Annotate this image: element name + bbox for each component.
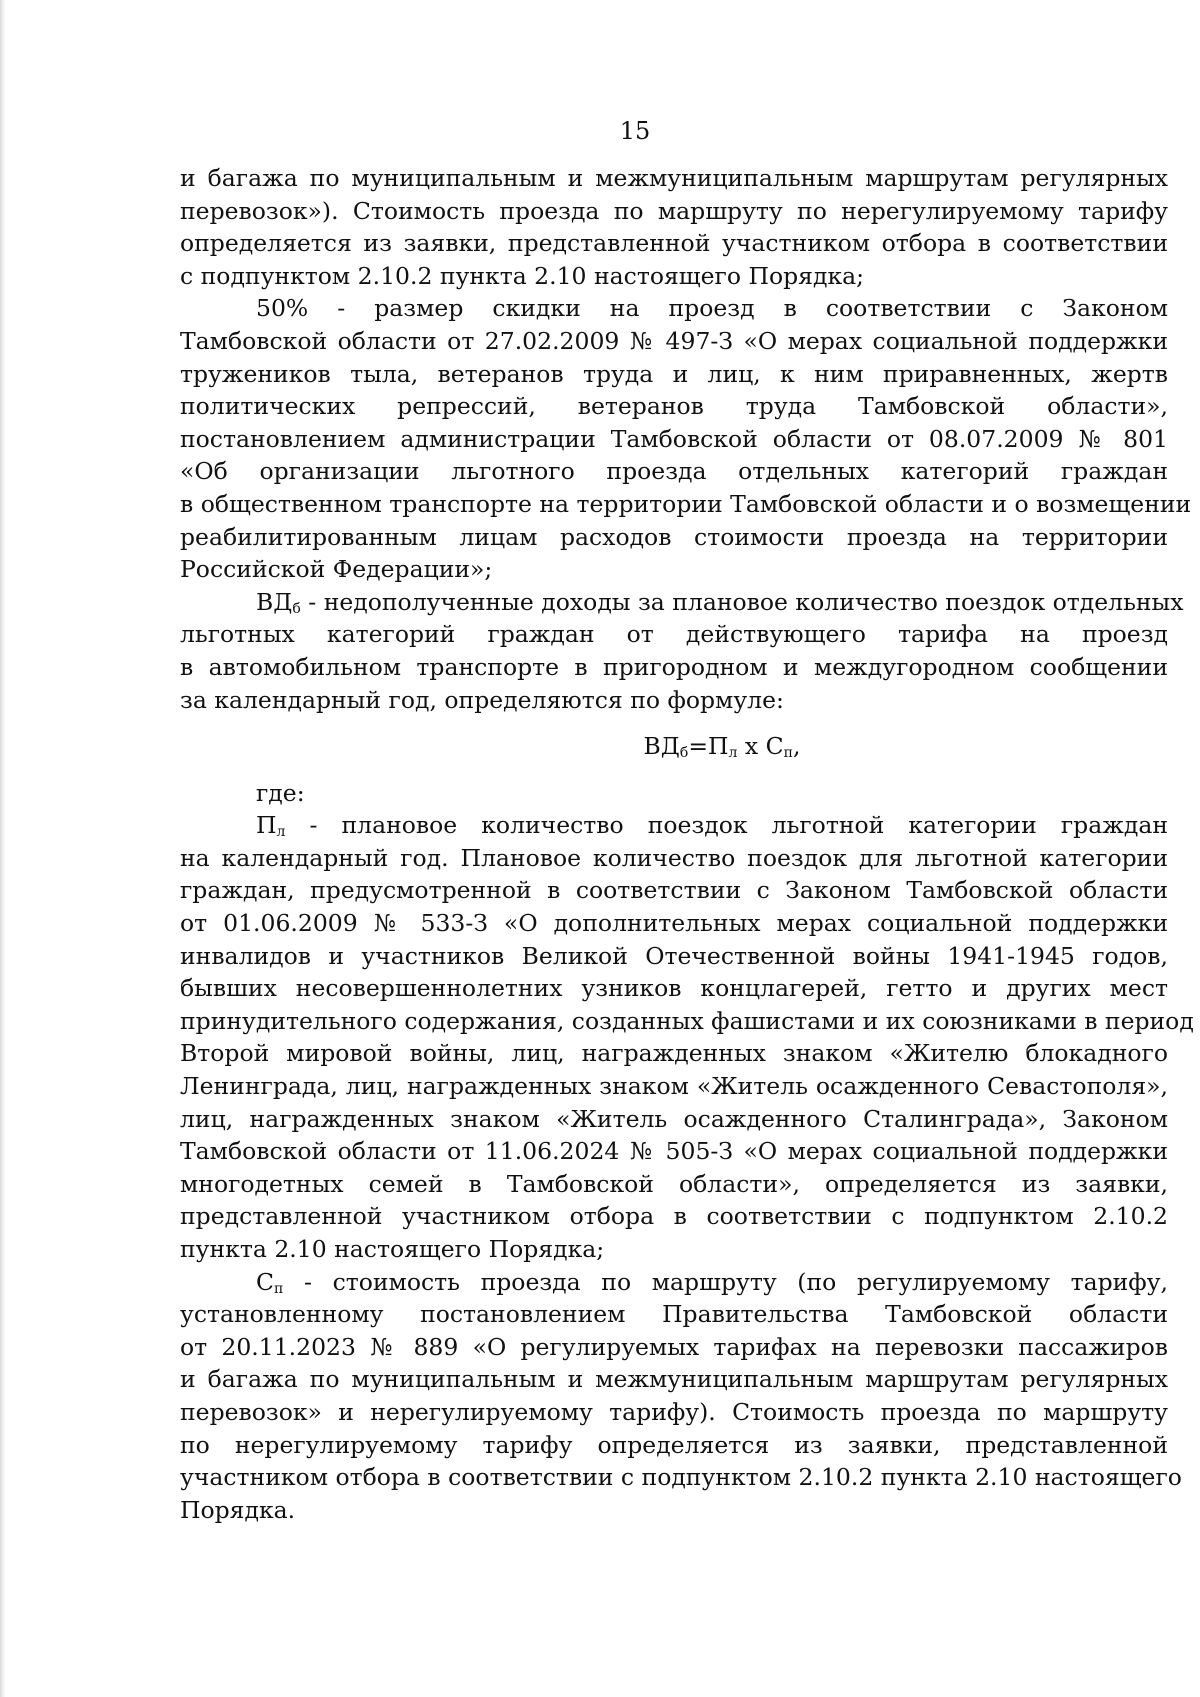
text-line: по нерегулируемому тарифу определяется из заявки, представленной	[180, 1430, 1168, 1459]
formula-vd: ВД	[643, 732, 680, 761]
text-line: участником отбора в соответствии с подпунктом 2.10.2 пункта 2.10 настоящего	[180, 1463, 1182, 1492]
text-line: 50% - размер скидки на проезд в соответствии с Законом	[256, 294, 1168, 323]
formula-comma: ,	[792, 732, 801, 761]
text-line: от 01.06.2009 № 533-З «О дополнительных мерах социальной поддержки	[180, 909, 1168, 938]
text-line	[180, 586, 1184, 619]
text-line: Российской Федерации»;	[180, 555, 493, 584]
paragraph-discount	[180, 292, 1192, 585]
paragraph-pl-definition	[180, 809, 1194, 1265]
text-line: за календарный год, определяются по формуле:	[180, 685, 784, 714]
text-line	[180, 1266, 1168, 1299]
paragraph-continuation	[180, 162, 1168, 292]
text-line: «Об организации льготного проезда отдельных категорий граждан	[180, 457, 1168, 486]
formula-subscript: п	[783, 745, 793, 762]
formula-subscript: б	[679, 745, 689, 762]
text-line: представленной участником отбора в соответствии с подпунктом 2.10.2	[180, 1202, 1168, 1231]
where-label: где:	[256, 778, 305, 807]
text-line: и багажа по муниципальным и межмуниципальным маршрутам регулярных	[180, 164, 1168, 192]
text-line: в общественном транспорте на территории Тамбовской области и о возмещении	[180, 489, 1192, 518]
text-line: установленному постановлением Правительства Тамбовской области	[180, 1300, 1168, 1329]
text-line: Второй мировой войны, лиц, награжденных знаком «Жителю блокадного	[180, 1039, 1168, 1068]
text-line	[180, 809, 1168, 842]
page-number: 15	[619, 117, 651, 145]
term-subscript: л	[276, 824, 286, 841]
text-line: бывших несовершеннолетних узников концлагерей, гетто и других мест	[180, 974, 1168, 1003]
formula-subscript: л	[728, 745, 738, 762]
text-line: Тамбовской области от 27.02.2009 № 497-З «О мерах социальной поддержки	[180, 326, 1168, 355]
text-line: льготных категорий граждан от действующего тарифа на проезд	[180, 620, 1168, 649]
paragraph-vd-definition	[180, 586, 1184, 716]
formula-p: =П	[688, 732, 729, 761]
text-line: определяется из заявки, представленной участником отбора в соответствии	[180, 229, 1168, 258]
text-line: пункта 2.10 настоящего Порядка;	[180, 1235, 605, 1263]
text-line: принудительного содержания, созданных фашистами и их союзниками в период	[180, 1006, 1194, 1035]
text-line: постановлением администрации Тамбовской области от 08.07.2009 № 801	[180, 424, 1168, 453]
paragraph-cp-definition	[180, 1266, 1182, 1527]
text-line: Порядка.	[180, 1495, 296, 1524]
term-symbol: С	[256, 1267, 274, 1296]
term-subscript: б	[292, 600, 301, 617]
text-line: Тамбовской области от 11.06.2024 № 505-З «О мерах социальной поддержки	[180, 1137, 1168, 1166]
text-line: от 20.11.2023 № 889 «О регулируемых тарифах на перевозки пассажиров	[180, 1332, 1168, 1361]
term-symbol: П	[256, 811, 277, 840]
term-symbol: ВД	[256, 587, 293, 616]
document-body	[180, 162, 1194, 1526]
spacer	[180, 763, 1168, 777]
text-line: граждан, предусмотренной в соответствии с Законом Тамбовской области	[180, 876, 1168, 905]
text-line: лиц, награжденных знаком «Житель осажденного Сталинграда», Законом	[180, 1104, 1168, 1133]
text-line: многодетных семей в Тамбовской области», определяется из заявки,	[180, 1169, 1168, 1198]
text-line: реабилитированным лицам расходов стоимости проезда на территории	[180, 522, 1168, 551]
term-definition: - плановое количество поездок льготной категории граждан	[285, 811, 1168, 840]
text-line: политических репрессий, ветеранов труда Тамбовской области»,	[180, 392, 1168, 421]
text-line: перевозок» и нерегулируемому тарифу). Стоимость проезда по маршруту	[180, 1397, 1168, 1426]
text-line: в автомобильном транспорте в пригородном и междугородном сообщении	[180, 652, 1168, 681]
text-line: с подпунктом 2.10.2 пункта 2.10 настоящего Порядка;	[180, 261, 865, 290]
formula-c: х С	[737, 732, 784, 761]
text-line: тружеников тыла, ветеранов труда и лиц, к ним приравненных, жертв	[180, 359, 1168, 388]
text-line: перевозок»). Стоимость проезда по маршруту по нерегулируемому тарифу	[180, 196, 1168, 225]
scan-edge-shadow	[0, 0, 6, 1697]
term-definition: - недополученные доходы за плановое количество поездок отдельных	[300, 587, 1184, 616]
term-subscript: п	[273, 1280, 284, 1297]
text-line: на календарный год. Плановое количество поездок для льготной категории	[180, 843, 1168, 872]
text-line: Ленинграда, лиц, награжденных знаком «Житель осажденного Севастополя»,	[180, 1072, 1168, 1101]
text-line: инвалидов и участников Великой Отечественной войны 1941-1945 годов,	[180, 941, 1168, 970]
formula	[180, 730, 1168, 763]
text-line: и багажа по муниципальным и межмуниципальным маршрутам регулярных	[180, 1365, 1168, 1394]
term-definition: - стоимость проезда по маршруту (по регулируемому тарифу,	[283, 1267, 1168, 1296]
